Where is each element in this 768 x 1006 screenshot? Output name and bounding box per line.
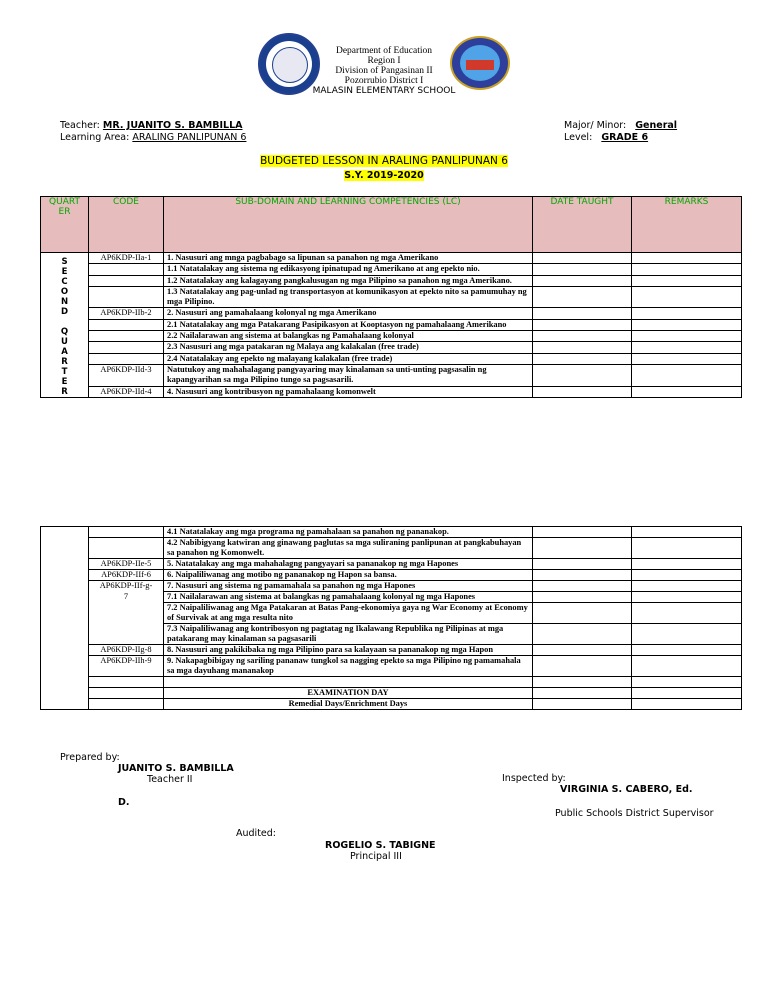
quarter-cell-continued <box>41 527 89 710</box>
remedial-days-cell: Remedial Days/Enrichment Days <box>164 699 533 710</box>
quarter-letter: D <box>60 307 69 317</box>
remarks-cell <box>632 645 742 656</box>
quarter-letter: S <box>61 257 68 267</box>
quarter-cell <box>41 253 89 398</box>
prepared-by-name: JUANITO S. BAMBILLA <box>118 763 234 774</box>
remarks-cell <box>632 559 742 570</box>
letterhead-department: Department of Education <box>335 46 433 56</box>
remarks-cell <box>632 364 742 386</box>
date-taught-cell <box>533 386 632 397</box>
competency-cell: 7.1 Nailalarawan ang sistema at balangkas ng pamahalaang kolonyal ng mga Hapones <box>164 592 533 603</box>
table-row <box>41 253 742 264</box>
quarter-letter: C <box>61 277 68 287</box>
pangasinan-seal-band <box>466 60 494 70</box>
table-row <box>41 699 742 710</box>
table-row <box>41 331 742 342</box>
remarks-cell <box>632 342 742 353</box>
level-label: Level: <box>564 132 593 143</box>
code-cell: AP6KDP-IId-4 <box>89 386 164 397</box>
competency-cell: 5. Natatalakay ang mga mahahalagng pangyayari sa pananakop ng mga Hapones <box>164 559 533 570</box>
school-name: MALASIN ELEMENTARY SCHOOL <box>312 86 456 96</box>
table-row <box>41 264 742 275</box>
quarter-letter: R <box>61 387 68 397</box>
table-row <box>41 286 742 308</box>
major-label: Major/ Minor: <box>564 120 627 131</box>
date-taught-cell <box>533 342 632 353</box>
competency-cell: 2.3 Nasusuri ang mga patakaran ng Malaya ang kalakalan (free trade) <box>164 342 533 353</box>
remarks-cell <box>632 688 742 699</box>
date-taught-cell <box>533 319 632 330</box>
letterhead-region: Region I <box>367 56 401 66</box>
code-cell <box>89 264 164 275</box>
code-cell <box>89 624 164 645</box>
code-cell <box>89 319 164 330</box>
remarks-cell <box>632 538 742 559</box>
date-taught-cell <box>533 581 632 592</box>
remarks-cell <box>632 286 742 308</box>
table-body-part2 <box>41 527 742 710</box>
date-taught-cell <box>533 699 632 710</box>
date-taught-cell <box>533 364 632 386</box>
code-cell <box>89 688 164 699</box>
code-cell <box>89 353 164 364</box>
teacher-name: MR. JUANITO S. BAMBILLA <box>102 120 243 131</box>
table-row <box>41 581 742 592</box>
date-taught-cell <box>533 264 632 275</box>
code-cell: AP6KDP-IIb-2 <box>89 308 164 319</box>
table-row <box>41 386 742 397</box>
remarks-cell <box>632 386 742 397</box>
remarks-cell <box>632 253 742 264</box>
competency-cell: 1.3 Natatalakay ang pag-unlad ng transportasyon at komunikasyon at epekto nito sa pamumuhay ng mga Pilipino. <box>164 286 533 308</box>
table-header-row <box>41 197 742 253</box>
major-value: General <box>635 120 678 131</box>
header-quarter: QUART ER <box>41 197 89 253</box>
inspected-by-title: Public Schools District Supervisor <box>555 808 714 819</box>
competency-cell <box>164 677 533 688</box>
code-cell <box>89 699 164 710</box>
code-cell <box>89 527 164 538</box>
quarter-letter: A <box>61 347 68 357</box>
teacher-label: Teacher: <box>60 120 100 131</box>
date-taught-cell <box>533 603 632 624</box>
remarks-cell <box>632 581 742 592</box>
date-taught-cell <box>533 570 632 581</box>
code-cell: AP6KDP-IIe-5 <box>89 559 164 570</box>
competency-cell: 7.2 Naipaliliwanag ang Mga Patakaran at Batas Pang-ekonomiya gaya ng War Economy at Economy of Survivak at ang mga resulta nito <box>164 603 533 624</box>
competency-cell: 2.4 Natatalakay ang epekto ng malayang kalakalan (free trade) <box>164 353 533 364</box>
quarter-letter: N <box>60 297 69 307</box>
header-remarks: REMARKS <box>632 197 742 253</box>
code-cell: AP6KDP-IIf-6 <box>89 570 164 581</box>
letterhead-division: Division of Pangasinan II <box>335 66 433 76</box>
table-row <box>41 592 742 603</box>
learning-area-line <box>60 132 246 143</box>
table-row <box>41 342 742 353</box>
table-row <box>41 677 742 688</box>
remarks-cell <box>632 319 742 330</box>
school-year <box>0 170 768 181</box>
remarks-cell <box>632 603 742 624</box>
date-taught-cell <box>533 331 632 342</box>
table-row <box>41 308 742 319</box>
lesson-table-part1 <box>40 196 742 398</box>
competency-cell: 9. Nakapagbibigay ng sariling pananaw tungkol sa nagging epekto sa mga Pilipino ng pamamahala sa mga dayuhang mananakop <box>164 656 533 677</box>
date-taught-cell <box>533 538 632 559</box>
table-row <box>41 603 742 624</box>
quarter-letter: E <box>61 377 68 387</box>
prepared-by-label: Prepared by: <box>60 752 120 763</box>
competency-cell: 1.1 Natatalakay ang sistema ng edikasyong ipinatupad ng Amerikano at ang epekto nio. <box>164 264 533 275</box>
remarks-cell <box>632 570 742 581</box>
date-taught-cell <box>533 559 632 570</box>
code-cell: 7 <box>89 592 164 603</box>
competency-cell: 6. Naipaliliwanag ang motibo ng pananakop ng Hapon sa bansa. <box>164 570 533 581</box>
table-row <box>41 645 742 656</box>
level-value: GRADE 6 <box>601 132 649 143</box>
remarks-cell <box>632 677 742 688</box>
code-cell <box>89 331 164 342</box>
code-cell <box>89 286 164 308</box>
major-line <box>564 120 677 131</box>
competency-cell: 4.1 Natatalakay ang mga programa ng pamahalaan sa panahon ng pananakop. <box>164 527 533 538</box>
competency-cell: 2.1 Natatalakay ang mga Patakarang Pasipikasyon at Kooptasyon ng pamahalaang Amerikano <box>164 319 533 330</box>
competency-cell: 7. Nasusuri ang sistema ng pamamahala sa panahon ng mga Hapones <box>164 581 533 592</box>
table-row <box>41 656 742 677</box>
date-taught-cell <box>533 624 632 645</box>
competency-cell: 2. Nasusuri ang pamahalaang kolonyal ng mga Amerikano <box>164 308 533 319</box>
audited-by-label: Audited: <box>236 828 276 839</box>
letterhead-district: Pozorrubio District I <box>344 76 424 86</box>
level-line <box>564 132 648 143</box>
code-cell <box>89 603 164 624</box>
date-taught-cell <box>533 308 632 319</box>
quarter-letter: U <box>61 337 68 347</box>
competency-cell: 7.3 Naipaliliwanag ang kontribosyon ng pagtatag ng Ikalawang Republika ng Pilipinas at mga patakarang may kinalaman sa pagsasarili <box>164 624 533 645</box>
table-row <box>41 364 742 386</box>
date-taught-cell <box>533 253 632 264</box>
date-taught-cell <box>533 677 632 688</box>
code-cell: AP6KDP-IIg-8 <box>89 645 164 656</box>
competency-cell: 1.2 Natatalakay ang kalagayang pangkalusugan ng mga Pilipino sa panahon ng mga Amerikano. <box>164 275 533 286</box>
competency-cell: Natutukoy ang mahahalagang pangyayaring may kinalaman sa unti-unting pagsasalin ng kapangyarihan sa mga Pilipino tungo sa pagsasarili. <box>164 364 533 386</box>
learning-area-label: Learning Area: <box>60 132 130 143</box>
code-cell: AP6KDP-IIh-9 <box>89 656 164 677</box>
remarks-cell <box>632 308 742 319</box>
date-taught-cell <box>533 645 632 656</box>
remarks-cell <box>632 656 742 677</box>
table-row <box>41 559 742 570</box>
school-year-text: S.Y. 2019-2020 <box>344 170 424 181</box>
date-taught-cell <box>533 688 632 699</box>
table-row <box>41 319 742 330</box>
date-taught-cell <box>533 286 632 308</box>
remarks-cell <box>632 527 742 538</box>
quarter-letter <box>44 317 85 327</box>
date-taught-cell <box>533 353 632 364</box>
remarks-cell <box>632 264 742 275</box>
audited-by-title: Principal III <box>350 851 402 862</box>
remarks-cell <box>632 331 742 342</box>
code-cell: AP6KDP-IIa-1 <box>89 253 164 264</box>
remarks-cell <box>632 592 742 603</box>
prepared-by-title: Teacher II <box>147 774 193 785</box>
competency-cell: 1. Nasusuri ang mnga pagbabago sa lipunan sa panahon ng mga Amerikano <box>164 253 533 264</box>
remarks-cell <box>632 353 742 364</box>
remarks-cell <box>632 275 742 286</box>
competency-cell: 2.2 Nailalarawan ang sistema at balangkas ng Pamahalaang kolonyal <box>164 331 533 342</box>
header-code: CODE <box>89 197 164 253</box>
table-row <box>41 538 742 559</box>
quarter-letter: E <box>61 267 68 277</box>
learning-area-value: ARALING PANLIPUNAN 6 <box>132 132 247 143</box>
teacher-line <box>60 120 242 131</box>
header-date-taught: DATE TAUGHT <box>533 197 632 253</box>
date-taught-cell <box>533 592 632 603</box>
table-row <box>41 275 742 286</box>
table-row <box>41 570 742 581</box>
remarks-cell <box>632 699 742 710</box>
audited-by-name: ROGELIO S. TABIGNE <box>325 840 436 851</box>
code-cell <box>89 342 164 353</box>
inspected-by-name-continued: D. <box>118 797 130 808</box>
date-taught-cell <box>533 656 632 677</box>
header-lc: SUB-DOMAIN AND LEARNING COMPETENCIES (LC) <box>164 197 533 253</box>
examination-day-cell: EXAMINATION DAY <box>164 688 533 699</box>
table-row <box>41 527 742 538</box>
inspected-by-label: Inspected by: <box>502 773 566 784</box>
table-row <box>41 353 742 364</box>
document-title <box>0 155 768 167</box>
competency-cell: 4. Nasusuri ang kontribusyon ng pamahalaang komonwelt <box>164 386 533 397</box>
code-cell <box>89 538 164 559</box>
lesson-table-part2 <box>40 526 742 710</box>
date-taught-cell <box>533 275 632 286</box>
date-taught-cell <box>533 527 632 538</box>
competency-cell: 8. Nasusuri ang pakikibaka ng mga Pilipino para sa kalayaan sa pananakop ng mga Hapon <box>164 645 533 656</box>
code-cell <box>89 275 164 286</box>
quarter-letter: R <box>61 357 68 367</box>
quarter-letter: Q <box>60 327 69 337</box>
table-body-part1 <box>41 253 742 398</box>
table-row <box>41 624 742 645</box>
remarks-cell <box>632 624 742 645</box>
competency-cell: 4.2 Nabibigyang katwiran ang ginawang paglutas sa mga suliraning panlipunan at pangkabuhayan sa panahon ng Komonwelt. <box>164 538 533 559</box>
quarter-letter: O <box>60 287 69 297</box>
code-cell: AP6KDP-IIf-g- <box>89 581 164 592</box>
code-cell <box>89 677 164 688</box>
quarter-letter: T <box>61 367 68 377</box>
inspected-by-name: VIRGINIA S. CABERO, Ed. <box>560 784 693 795</box>
table-row <box>41 688 742 699</box>
code-cell: AP6KDP-IId-3 <box>89 364 164 386</box>
title-main: BUDGETED LESSON IN ARALING PANLIPUNAN 6 <box>260 155 508 167</box>
